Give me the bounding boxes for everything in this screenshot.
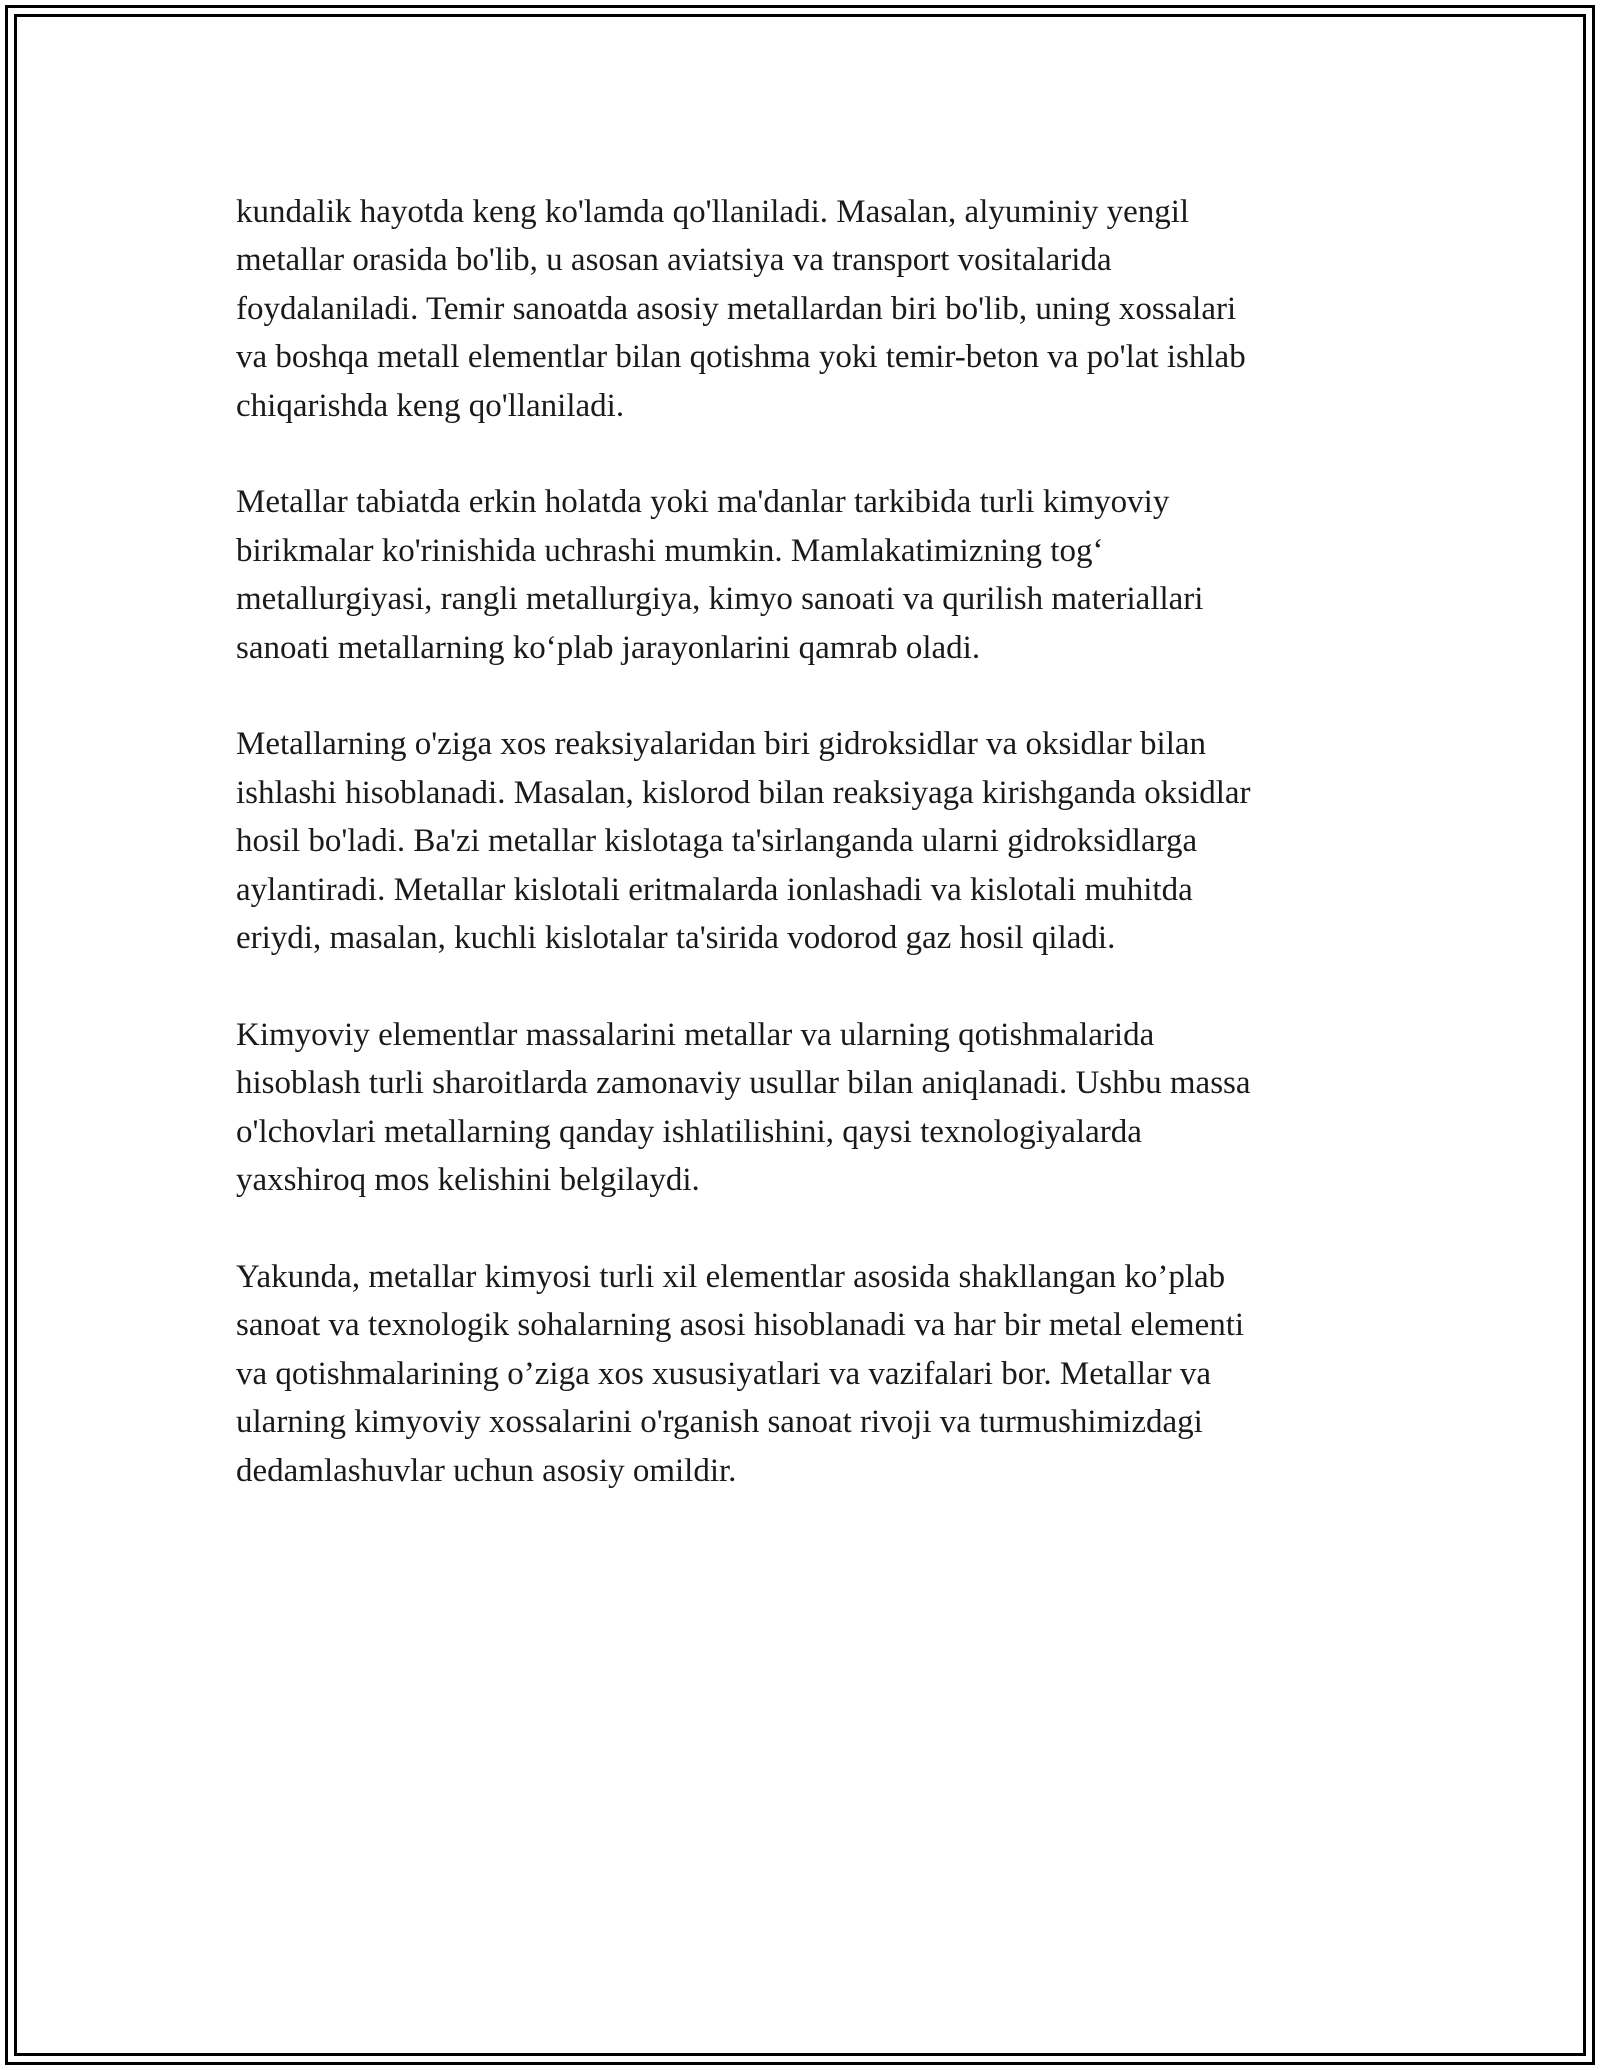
text-line: Metallar tabiatda erkin holatda yoki ma'danlar tarkibida turli kimyoviy [236,484,1170,521]
text-line: sanoat va texnologik sohalarning asosi hisoblanadi va har bir metal elementi [236,1307,1245,1344]
text-line: o'lchovlari metallarning qanday ishlatilishini, qaysi texnologiyalarda [236,1113,1142,1150]
text-line: ularning kimyoviy xossalarini o'rganish sanoat rivoji va turmushimizdagi [236,1404,1203,1441]
text-line: chiqarishda keng qo'llaniladi. [236,387,625,424]
paragraph-5 [236,1253,1386,1495]
paragraph-2 [236,478,1386,672]
text-line: ishlashi hisoblanadi. Masalan, kislorod bilan reaksiyaga kirishganda oksidlar [236,774,1251,811]
text-line: va qotishmalarining o’ziga xos xususiyatlari va vazifalari bor. Metallar va [236,1355,1212,1392]
text-line: va boshqa metall elementlar bilan qotishma yoki temir-beton va po'lat ishlab [236,339,1246,376]
text-line: hisoblash turli sharoitlarda zamonaviy usullar bilan aniqlanadi. Ushbu massa [236,1065,1251,1102]
text-line: sanoati metallarning ko‘plab jarayonlarini qamrab oladi. [236,629,981,666]
text-line: hosil bo'ladi. Ba'zi metallar kislotaga ta'sirlanganda ularni gidroksidlarga [236,823,1198,860]
text-line: metallurgiyasi, rangli metallurgiya, kimyo sanoati va qurilish materiallari [236,581,1204,618]
text-line: aylantiradi. Metallar kislotali eritmalarda ionlashadi va kislotali muhitda [236,871,1193,908]
text-line: Yakunda, metallar kimyosi turli xil elementlar asosida shakllangan ko’plab [236,1258,1226,1295]
text-line: yaxshiroq mos kelishini belgilaydi. [236,1162,700,1199]
text-line: Metallarning o'ziga xos reaksiyalaridan biri gidroksidlar va oksidlar bilan [236,726,1207,763]
text-line: Kimyoviy elementlar massalarini metallar va ularning qotishmalarida [236,1016,1155,1053]
text-line: kundalik hayotda keng ko'lamda qo'llaniladi. Masalan, alyuminiy yengil [236,194,1190,230]
text-line: birikmalar ko'rinishida uchrashi mumkin. Mamlakatimizning tog‘ [236,532,1104,569]
paragraph-4 [236,1011,1386,1205]
paragraph-1 [236,188,1386,430]
text-line: dedamlashuvlar uchun asosiy omildir. [236,1452,737,1489]
text-line: foydalaniladi. Temir sanoatda asosiy metallardan biri bo'lib, uning xossalari [236,290,1237,327]
text-line: metallar orasida bo'lib, u asosan aviatsiya va transport vositalarida [236,242,1112,279]
text-line: eriydi, masalan, kuchli kislotalar ta'sirida vodorod gaz hosil qiladi. [236,920,1116,957]
paragraph-3 [236,720,1386,962]
document-body [236,188,1386,1543]
